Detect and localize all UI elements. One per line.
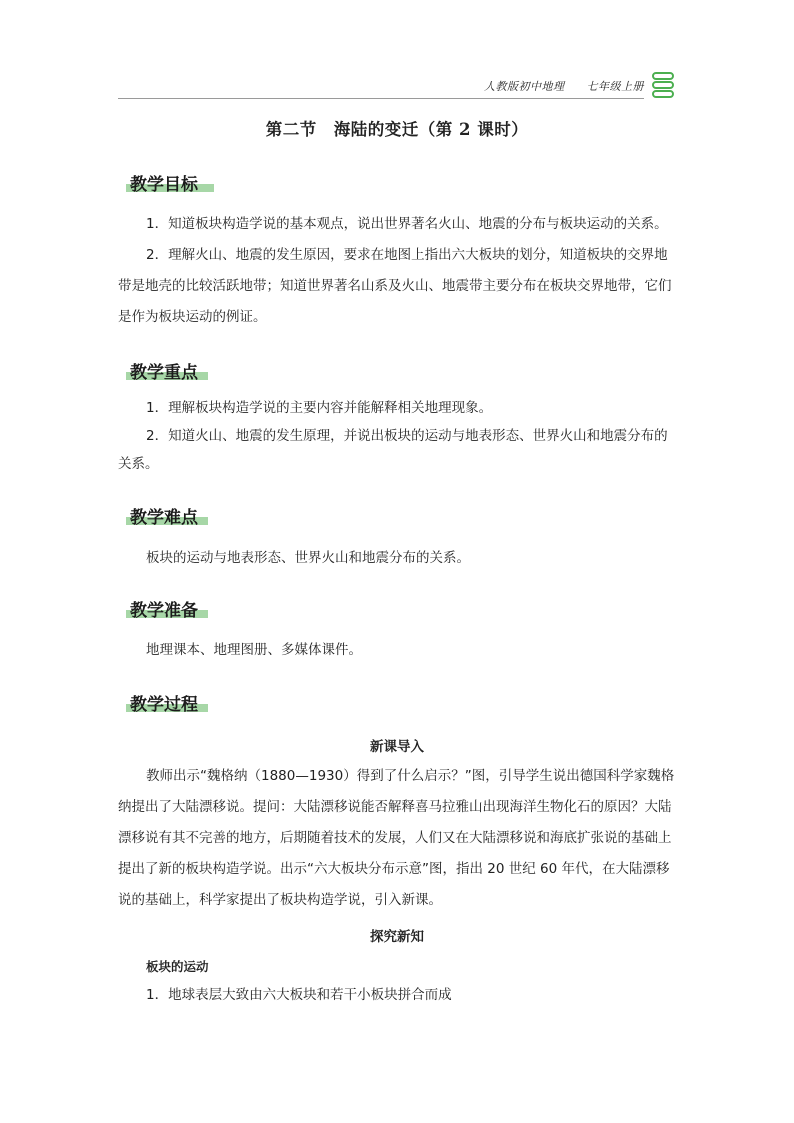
prep-text: 地理课本、地理图册、多媒体课件。 xyxy=(146,642,362,658)
section-heading-keypoints: 教学重点 xyxy=(126,358,208,380)
difficulty-text: 板块的运动与地表形态、世界火山和地震分布的关系。 xyxy=(146,550,470,566)
section-heading-process: 教学过程 xyxy=(126,690,208,712)
keypoint-item-2: 2．知道火山、地震的发生原理，并说出板块的运动与地表形态、世界火山和地震分布的关系。 xyxy=(118,428,668,472)
keypoint-item-1: 1．理解板块构造学说的主要内容并能解释相关地理现象。 xyxy=(146,400,493,416)
header-rule xyxy=(118,98,644,99)
header-grade: 七年级上册 xyxy=(586,80,644,93)
sub-label-plate-movement: 板块的运动 xyxy=(146,959,209,974)
page-title: 第二节 海陆的变迁（第 2 课时） xyxy=(265,120,529,139)
intro-title: 新课导入 xyxy=(370,739,424,755)
section-heading-prep: 教学准备 xyxy=(126,596,208,618)
goal-item-1: 1．知道板块构造学说的基本观点，说出世界著名火山、地震的分布与板块运动的关系。 xyxy=(146,216,668,232)
point-1: 1．地球表层大致由六大板块和若干小板块拼合而成 xyxy=(146,987,452,1003)
goal-item-2: 2．理解火山、地震的发生原因，要求在地图上指出六大板块的划分，知道板块的交界地带是地壳的比较活跃地带；知道世界著名山系及火山、地震带主要分布在板块交界地带，它们是作为板块运动的例证。 xyxy=(118,247,672,325)
section-heading-goals: 教学目标 xyxy=(126,170,214,192)
page-header xyxy=(118,70,678,100)
stacked-bars-logo-icon xyxy=(652,72,674,98)
header-publisher: 人教版初中地理 xyxy=(484,80,565,93)
intro-text: 教师出示“魏格纳（1880—1930）得到了什么启示？”图，引导学生说出德国科学家魏格纳提出了大陆漂移说。提问：大陆漂移说能否解释喜马拉雅山出现海洋生物化石的原因？大陆漂移说有其不完善的地方，后期随着技术的发展，人们又在大陆漂移说和海底扩张说的基础上提出了新的板块构造学说。出示“六大板块分布示意”图，指出 20 世纪 60 年代，在大陆漂移说的基础上，科学家提出了板块构造学说，引入新课。 xyxy=(118,768,675,908)
section-heading-difficulty: 教学难点 xyxy=(126,503,208,525)
explore-title: 探究新知 xyxy=(370,929,424,945)
header-text xyxy=(484,78,644,94)
